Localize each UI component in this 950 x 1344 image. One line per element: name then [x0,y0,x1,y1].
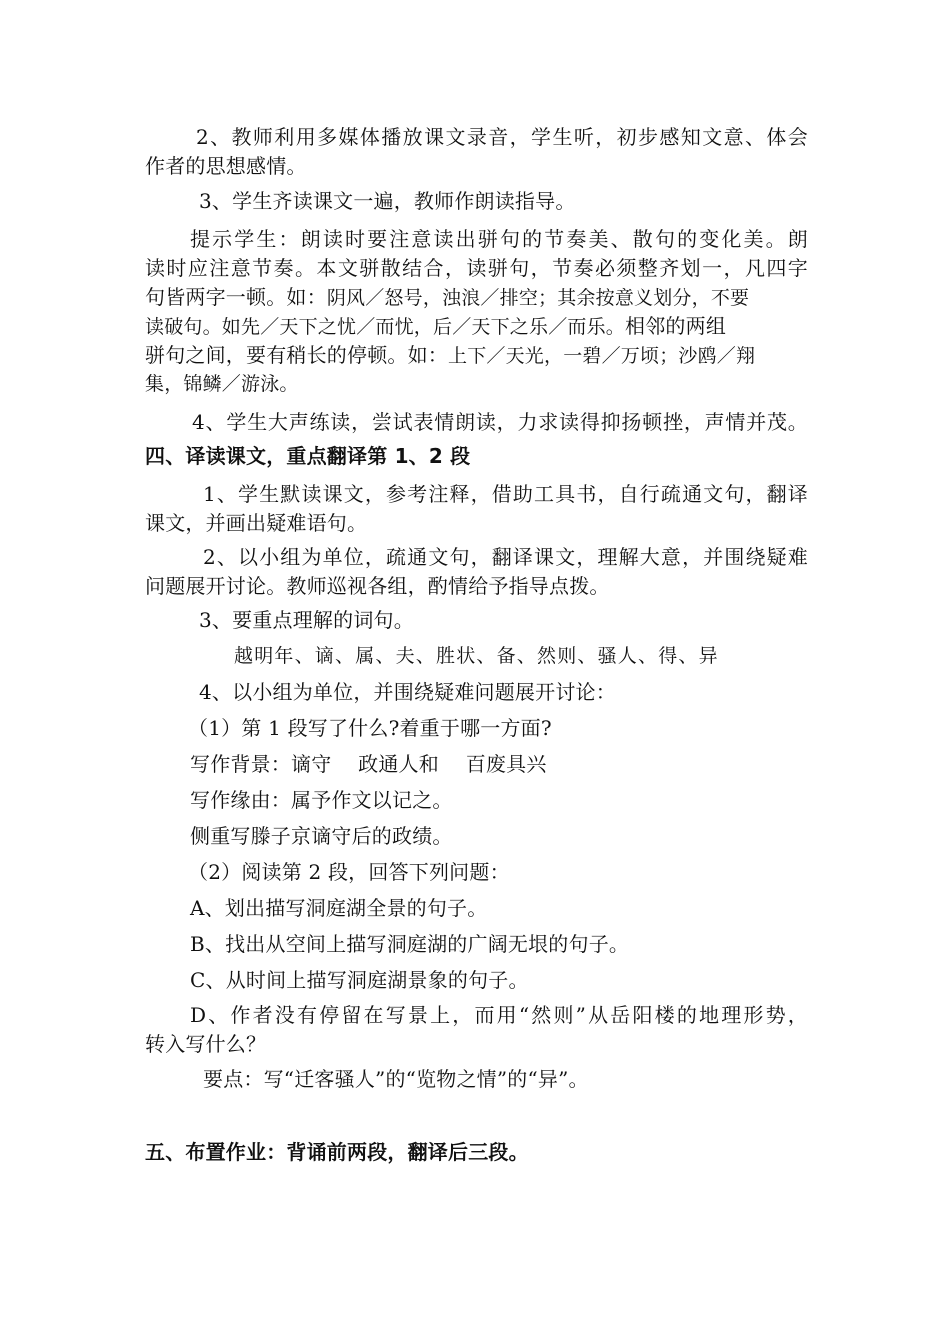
s3-hint-line6: 集，锦鳞／游泳。 [145,373,299,395]
s4-key-words: 越明年、谪、属、夫、胜状、备、然则、骚人、得、异 [234,645,719,667]
s4-question-2b: B、找出从空间上描写洞庭湖的广阔无垠的句子。 [190,932,630,956]
s4-writing-focus: 侧重写滕子京谪守后的政绩。 [190,824,453,848]
s3-hint-line3a: 句皆两字一顿。如： [145,285,327,309]
s4-question-2d-line1: D、作者没有停留在写景上，而用“然则”从岳阳楼的地理形势， [190,1003,808,1027]
s3-hint-line3b: 阴风／怒号，浊浪／排空；其余按意义划分，不要 [326,287,750,309]
s4-question-2c: C、从时间上描写洞庭湖景象的句子。 [190,968,529,992]
s3-hint-line2: 读时应注意节奏。本文骈散结合，读骈句，节奏必须整齐划一，凡四字 [145,256,808,280]
s3-hint-line5 [145,341,808,371]
s4-writing-reason: 写作缘由：属予作文以记之。 [190,788,453,812]
s4-question-2d-line2: 转入写什么？ [145,1032,267,1056]
s3-step2-line2: 作者的思想感情。 [145,154,307,178]
s4-step1-line1: 1、学生默读课文，参考注释，借助工具书，自行疏通文句，翻译 [203,482,808,506]
s4-key-point: 要点：写“迁客骚人”的“览物之情”的“异”。 [203,1067,589,1091]
s4-step4: 4、以小组为单位，并围绕疑难问题展开讨论： [199,680,616,704]
s3-hint-line1: 提示学生：朗读时要注意读出骈句的节奏美、散句的变化美。朗 [190,227,808,251]
s3-step4: 4、学生大声练读，尝试表情朗读，力求读得抑扬顿挫，声情并茂。 [192,410,808,434]
s3-hint-line3 [145,283,808,313]
s4-step1-line2: 课文，并画出疑难语句。 [145,511,368,535]
s4-step3: 3、要重点理解的词句。 [199,608,414,632]
s3-hint-line4 [145,312,808,342]
s4-question-1: （1）第 1 段写了什么?着重于哪一方面? [188,716,552,740]
s4-step2-line1: 2、以小组为单位，疏通文句，翻译课文，理解大意，并围绕疑难 [203,545,808,569]
s3-hint-line4b: 相邻的两组 [625,314,727,338]
s4-writing-background: 写作背景：谪守 政通人和 百废具兴 [190,752,547,776]
s4-question-2a: A、划出描写洞庭湖全景的句子。 [190,896,488,920]
s4-question-2: （2）阅读第 2 段，回答下列问题： [188,860,510,884]
s3-step2-line1: 2、教师利用多媒体播放课文录音，学生听，初步感知文意、体会 [196,125,808,149]
section5-heading: 五、布置作业：背诵前两段，翻译后三段。 [145,1140,529,1164]
s3-hint-line4a: 读破句。如先／天下之忧／而忧，后／天下之乐／而乐。 [145,316,626,338]
s4-step2-line2: 问题展开讨论。教师巡视各组，酌情给予指导点拨。 [145,574,610,598]
s3-hint-line5b: 上下／天光，一碧／万顷；沙鸥／翔 [448,345,756,367]
s3-step3: 3、学生齐读课文一遍，教师作朗读指导。 [199,189,576,213]
s3-hint-line5a: 骈句之间，要有稍长的停顿。如： [145,343,448,367]
section4-heading: 四、译读课文，重点翻译第 1、2 段 [145,444,471,468]
